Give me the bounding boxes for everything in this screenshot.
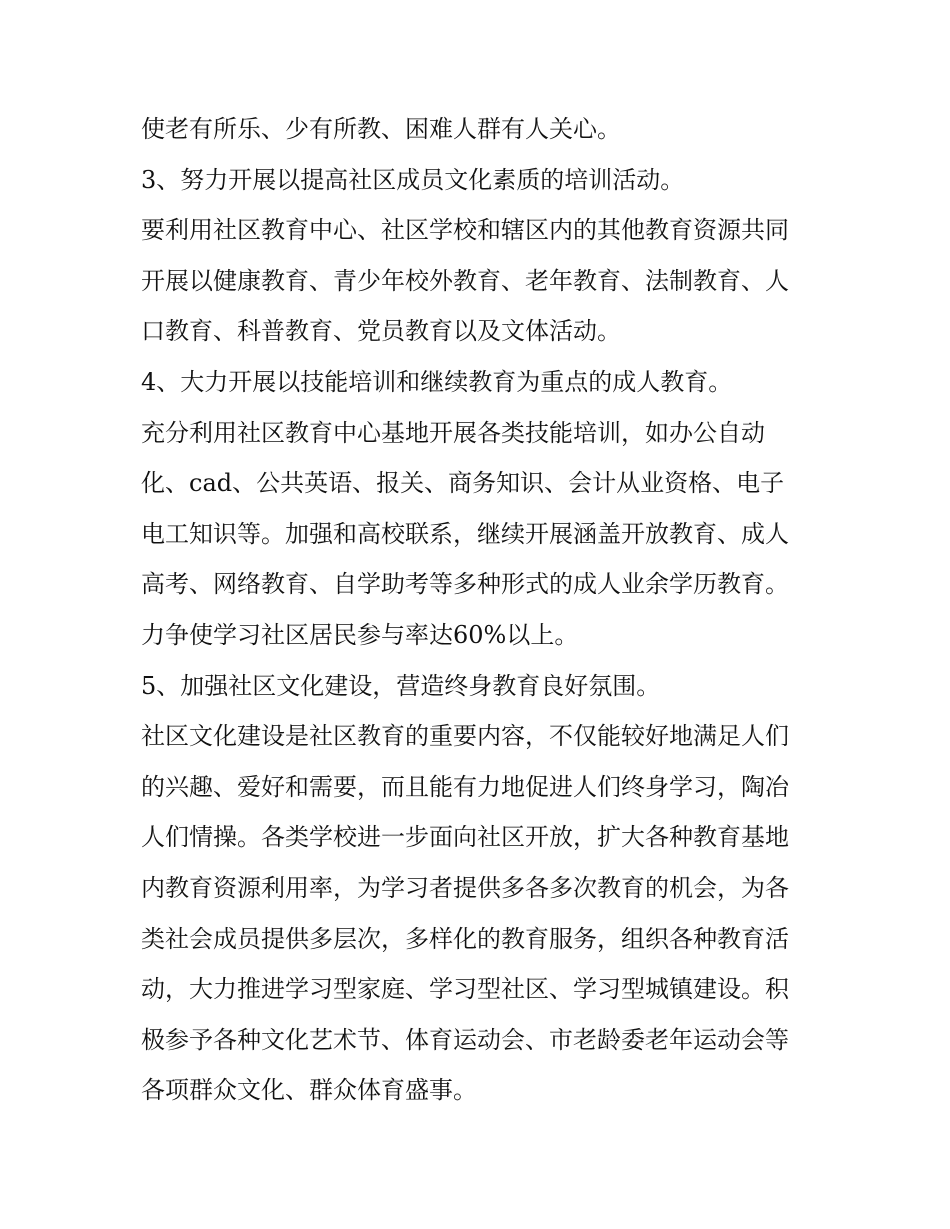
text-line: 极参予各种文化艺术节、体育运动会、市老龄委老年运动会等 [141,1025,789,1054]
text-line: 化、cad、公共英语、报关、商务知识、会计从业资格、电子 [141,469,785,498]
text-line: 人们情操。各类学校进一步面向社区开放，扩大各种教育基地 [141,823,789,852]
text-line: 社区文化建设是社区教育的重要内容，不仅能较好地满足人们 [141,722,789,751]
text-line: 动，大力推进学习型家庭、学习型社区、学习型城镇建设。积 [141,975,789,1004]
text-line: 3、努力开展以提高社区成员文化素质的培训活动。 [141,165,685,194]
paragraph-3 [141,205,821,357]
heading-item-3 [141,155,821,206]
document-body [141,104,821,1116]
text-line: 充分利用社区教育中心基地开展各类技能培训，如办公自动 [141,418,765,447]
text-line: 4、大力开展以技能培训和继续教育为重点的成人教育。 [141,367,733,396]
text-line: 高考、网络教育、自学助考等多种形式的成人业余学历教育。 [141,570,789,599]
text-line: 各项群众文化、群众体育盛事。 [141,1076,477,1105]
paragraph-5 [141,711,821,1116]
text-line: 电工知识等。加强和高校联系，继续开展涵盖开放教育、成人 [141,519,789,548]
text-line: 内教育资源利用率，为学习者提供多各多次教育的机会，为各 [141,873,789,902]
text-line: 要利用社区教育中心、社区学校和辖区内的其他教育资源共同 [141,216,789,245]
text-line: 使老有所乐、少有所教、困难人群有人关心。 [141,115,621,143]
paragraph-4 [141,408,821,661]
text-line: 口教育、科普教育、党员教育以及文体活动。 [141,317,621,346]
text-line: 力争使学习社区居民参与率达60%以上。 [141,620,579,649]
text-line: 开展以健康教育、青少年校外教育、老年教育、法制教育、人 [141,266,789,295]
text-line: 类社会成员提供多层次，多样化的教育服务，组织各种教育活 [141,924,789,953]
text-line: 5、加强社区文化建设，营造终身教育良好氛围。 [141,671,661,700]
heading-item-5 [141,661,821,712]
text-line: 的兴趣、爱好和需要，而且能有力地促进人们终身学习，陶冶 [141,772,789,801]
heading-item-4 [141,357,821,408]
paragraph-1 [141,104,821,155]
